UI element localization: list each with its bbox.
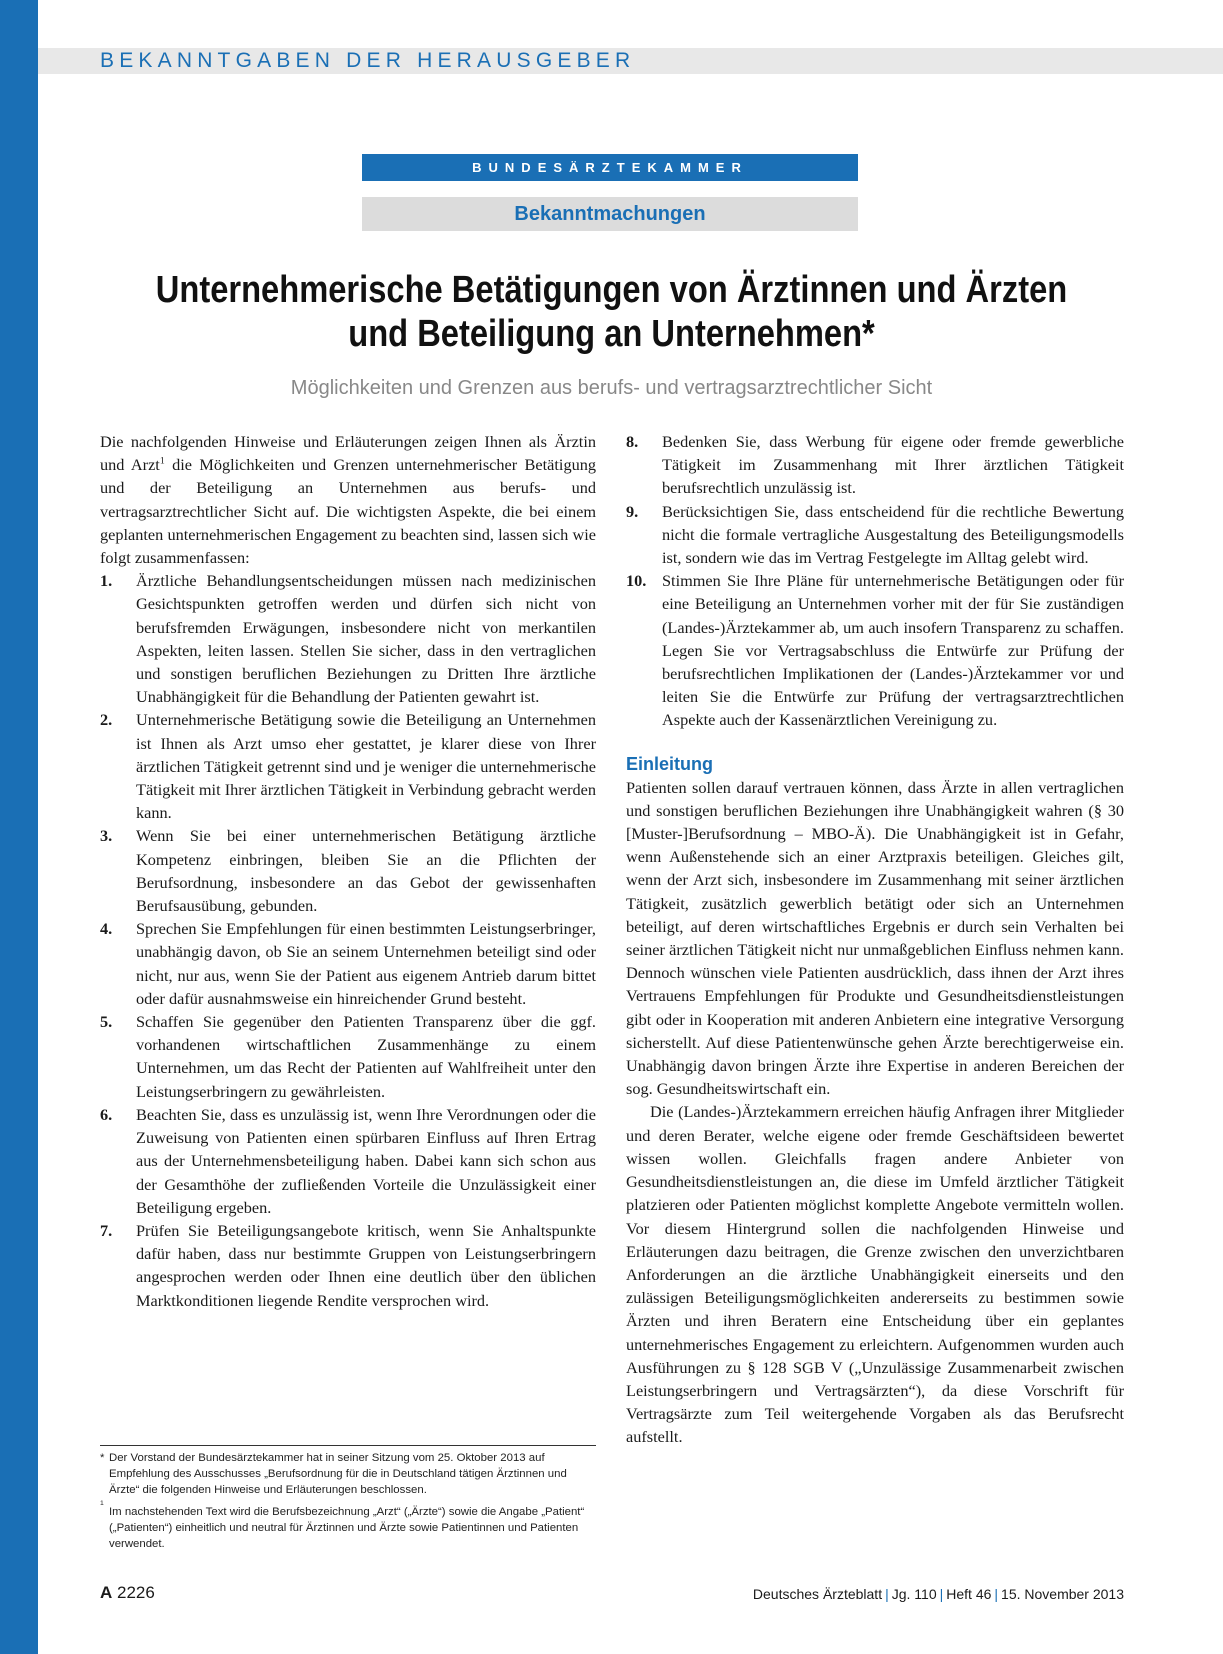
item-number: 5.	[100, 1012, 113, 1032]
journal-date: 15. November 2013	[1001, 1586, 1124, 1602]
intro-text-cont: die Möglichkeiten und Grenzen unternehmerischer Betätigung und der Beteiligung an Unternehmen aus berufs- und vertragsarztrechtlicher Sicht auf. Die wichtigsten Aspekte, die bei einem geplanten unternehmerischen Engagement zu beachten sind, lassen sich wie folgt zusammenfassen:	[100, 455, 597, 568]
footnote-ref: 1	[159, 455, 165, 467]
item-number: 2.	[100, 710, 113, 730]
list-item	[626, 500, 1124, 570]
item-number: 1.	[100, 571, 113, 591]
footnote-item	[100, 1450, 596, 1498]
section-header: BEKANNTGABEN DER HERAUSGEBER	[100, 49, 636, 72]
item-number: 3.	[100, 826, 113, 846]
right-column	[626, 430, 1124, 1449]
item-number: 10.	[626, 571, 647, 591]
item-text: Unternehmerische Betätigung sowie die Beteiligung an Unternehmen ist Ihnen als Arzt umso eher gestattet, je klarer diese von Ihrer ärztlichen Tätigkeit getrennt sind und je weniger die unternehmerische Tätigkeit mit Ihrer ärztlichen Tätigkeit in Verbindung gebracht werden kann.	[136, 710, 596, 823]
list-item	[100, 708, 596, 824]
side-accent-bar	[0, 0, 38, 1654]
page-number-value: 2226	[117, 1583, 155, 1602]
article-title	[154, 268, 1068, 356]
page-prefix: A	[100, 1583, 113, 1602]
section-heading-einleitung: Einleitung	[626, 753, 713, 774]
item-number: 4.	[100, 919, 113, 939]
item-text: Bedenken Sie, dass Werbung für eigene oder fremde gewerbliche Tätigkeit im Zusammenhang mit Ihrer ärztlichen Tätigkeit berufsrechtlich unzulässig ist.	[662, 432, 1124, 498]
footnote-divider	[100, 1445, 596, 1446]
article-subtitle: Möglichkeiten und Grenzen aus berufs- und vertragsarztrechtlicher Sicht	[290, 377, 933, 399]
item-text: Schaffen Sie gegenüber den Patienten Transparenz über die ggf. vorhandenen wirtschaftlichen Zusammenhänge zu einem Unternehmen, um das Recht der Patienten auf Wahlfreiheit unter den Leistungserbringern zu gewährleisten.	[136, 1012, 596, 1101]
item-text: Ärztliche Behandlungsentscheidungen müssen nach medizinischen Gesichtspunkten getroffen werden und dürfen sich nicht von berufsfremden Erwägungen, insbesondere nicht von merkantilen Aspekten, leiten lassen. Stellen Sie sicher, dass in den vertraglichen und sonstigen beruflichen Beziehungen zu Dritten Ihre ärztliche Unabhängigkeit für die Behandlung der Patienten gewahrt ist.	[136, 571, 596, 707]
list-item	[100, 569, 596, 708]
category-banner: Bekanntmachungen	[362, 197, 858, 231]
item-number: 7.	[100, 1220, 113, 1240]
list-item	[626, 569, 1124, 731]
list-item	[626, 430, 1124, 500]
journal-volume: Jg. 110	[891, 1586, 937, 1602]
item-text: Stimmen Sie Ihre Pläne für unternehmerische Betätigungen oder für eine Beteiligung an Unternehmen vorher mit der für Sie zuständigen (Landes-)Ärztekammer ab, um auch insofern Transparenz zu schaffen. Legen Sie vor Vertragsabschluss die Entwürfe zur Prüfung der berufsrechtlichen Implikationen der (Landes-)Ärztekammer vor und leiten Sie die Entwürfe zur Prüfung der vertragsarztrechtlichen Aspekte auch der Kassenärztlichen Vereinigung zu.	[662, 571, 1124, 730]
rules-list-continued	[626, 430, 1124, 732]
list-item	[100, 824, 596, 917]
list-item	[100, 1103, 596, 1219]
left-column	[100, 430, 596, 1312]
footnote-text: Im nachstehenden Text wird die Berufsbezeichnung „Arzt“ („Ärzte“) sowie die Angabe „Patient“ („Patienten“) einheitlich und neutral für Ärztinnen und Ärzte sowie Patientinnen und Patienten verwendet.	[109, 1506, 585, 1550]
list-item	[100, 917, 596, 1010]
item-text: Beachten Sie, dass es unzulässig ist, wenn Ihre Verordnungen oder die Zuweisung von Patienten einen spürbaren Einfluss auf Ihren Ertrag aus der Unternehmensbeteiligung haben. Dabei kann sich schon aus der Gesamthöhe der zufließenden Vorteile die Unzulässigkeit einer Beteiligung ergeben.	[136, 1104, 596, 1217]
journal-info	[753, 1584, 1124, 1604]
rules-list	[100, 569, 596, 1312]
intro-text: Die nachfolgenden Hinweise und Erläuterungen zeigen Ihnen als Ärztin und Arzt	[100, 432, 596, 475]
item-number: 6.	[100, 1104, 113, 1124]
list-item	[100, 1010, 596, 1103]
separator: |	[885, 1586, 889, 1602]
journal-issue: Heft 46	[946, 1586, 992, 1602]
item-number: 8.	[626, 432, 639, 451]
footnote-text: Der Vorstand der Bundesärztekammer hat in seiner Sitzung vom 25. Oktober 2013 auf Empfehlung des Ausschusses „Berufsordnung für die in Deutschland tätigen Ärztinnen und Ärzte“ die folgenden Hinweise und Erläuterungen beschlossen.	[109, 1452, 567, 1496]
journal-name: Deutsches Ärzteblatt	[752, 1586, 883, 1602]
item-text: Prüfen Sie Beteiligungsangebote kritisch, wenn Sie Anhaltspunkte dafür haben, dass nur bestimmte Gruppen von Leistungserbringern angesprochen werden oder Ihnen eine deutlich über den üblichen Marktkonditionen liegende Rendite versprochen wird.	[136, 1220, 596, 1310]
item-text: Sprechen Sie Empfehlungen für einen bestimmten Leistungserbringer, unabhängig davon, ob Sie an seinem Unternehmen beteiligt sind oder nicht, nur aus, wenn Sie der Patient aus eigenem Antrieb darum bittet oder dafür ausnahmsweise ein hinreichender Grund besteht.	[136, 919, 596, 1008]
item-text: Wenn Sie bei einer unternehmerischen Betätigung ärztliche Kompetenz einbringen, bleiben Sie an die Pflichten der Berufsordnung, insbesondere an das Gebot der gewissenhaften Berufsausübung, gebunden.	[136, 826, 596, 916]
intro-paragraph	[100, 430, 596, 569]
footnote-mark: *	[100, 1452, 105, 1464]
separator: |	[994, 1586, 999, 1602]
page-number	[100, 1582, 155, 1604]
footnote-item: 1 Im nachstehenden Text wird die Berufsbezeichnung „Arzt“ („Ärzte“) sowie die Angabe „Patient“ („Patienten“) einheitlich und neutral für Ärztinnen und Ärzte sowie Patientinnen und Patienten verwendet.	[100, 1500, 585, 1550]
title-line-1: Unternehmerische Betätigungen von Ärztinnen und Ärzten	[155, 269, 1068, 311]
list-item	[100, 1219, 596, 1312]
item-number: 9.	[626, 501, 639, 521]
footnotes	[100, 1445, 596, 1558]
body-paragraph: Patienten sollen darauf vertrauen können, dass Ärzte in allen vertraglichen und sonstigen beruflichen Beziehungen ihre Unabhängigkeit wahren (§ 30 [Muster-]Berufsordnung – MBO-Ä). Die Unabhängigkeit ist in Gefahr, wenn Außenstehende sich an einer Arztpraxis beteiligen. Gleiches gilt, wenn der Arzt sich, insbesondere im Zusammenhang mit seiner ärztlichen Tätigkeit, zusätzlich gewerblich betätigt oder sich an Unternehmen beteiligt, auf deren wirtschaftliches Ergebnis er durch sein Verhalten bei seiner ärztlichen Tätigkeit nicht nur unmaßgeblichen Einfluss nehmen kann. Dennoch wünschen viele Patienten ausdrücklich, dass ihnen der Arzt ihres Vertrauens Empfehlungen für Produkte und Gesundheitsdienstleistungen gibt oder in Kooperation mit anderen Anbietern eine integrative Versorgung sicherstellt. Auf diese Patientenwünsche gehen Ärzte berechtigerweise ein. Unabhängig davon bringen Ärzte ihre Expertise in anderen Bereichen der sog. Gesundheitswirtschaft ein.	[626, 777, 1124, 1099]
item-text: Berücksichtigen Sie, dass entscheidend für die rechtliche Bewertung nicht die formale vertragliche Ausgestaltung des Beteiligungsmodells ist, sondern wie das im Vertrag Festgelegte im Alltag gelebt wird.	[662, 501, 1124, 568]
title-line-2: und Beteiligung an Unternehmen*	[348, 313, 875, 355]
separator: |	[939, 1586, 944, 1602]
organization-banner: BUNDESÄRZTEKAMMER	[362, 154, 858, 181]
body-paragraph: Die (Landes-)Ärztekammern erreichen häufig Anfragen ihrer Mitglieder und deren Berater, welche eigene oder fremde Geschäftsideen bewertet wissen wollen. Gleichfalls fragen andere Anbieter von Gesundheitsdienstleistungen an, die diese im Umfeld ärztlicher Tätigkeit platzieren oder Patienten möglichst komplette Angebote vermitteln wollen. Vor diesem Hintergrund sollen die nachfolgenden Hinweise und Erläuterungen dazu beitragen, die Grenze zwischen den unverzichtbaren Anforderungen an die ärztliche Unabhängigkeit einerseits und den zulässigen Beteiligungsmöglichkeiten andererseits zu bestimmen sowie Ärzten und ihren Beratern eine Entscheidung über ein geplantes unternehmerisches Engagement zu erleichtern. Aufgenommen wurden auch Ausführungen zu § 128 SGB V („Unzulässige Zusammenarbeit zwischen Leistungserbringern und Vertragsärzten“), da diese Vorschrift für Vertragsärzte zum Teil weitergehende Vorgaben als das Berufsrecht aufstellt.	[626, 1102, 1124, 1447]
